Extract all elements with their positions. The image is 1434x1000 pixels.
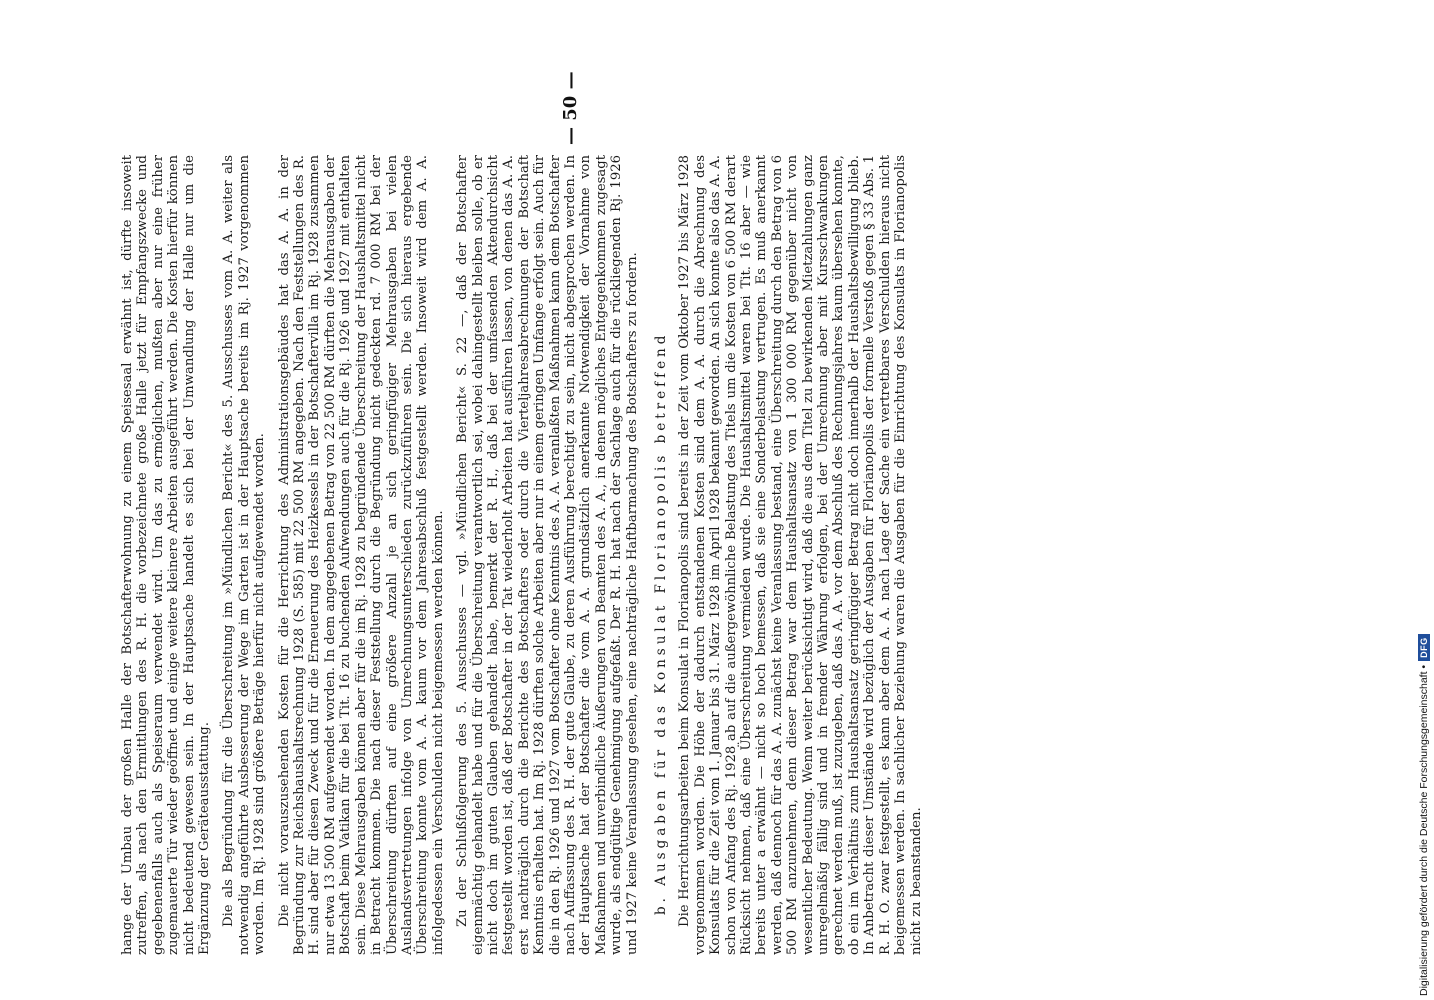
credit-text: Digitalisierung gefördert durch die Deutsche Forschungsgemeinschaft • [1418,664,1430,996]
paragraph-3: Die nicht vorauszusehenden Kosten für die Herrichtung des Administrationsgebäudes hat das A. A. in der Begründung zur Reichshaushaltsrechnung 1928 (S. 585) mit 22 500 RM angegeben. Nach den Feststellungen des R. H. sind aber für diesen Zweck und für die Erneuerung des Heizkessels in der Botschaftervilla im Rj. 1928 zusammen nur etwa 13 500 RM aufgewendet worden. In dem angegebenen Betrag von 22 500 RM dürften die Mehrausgaben der Botschaft beim Vatikan für die bei Tit. 16 zu buchenden Aufwendungen auch für die Rj. 1926 und 1927 mit enthalten sein. Diese Mehrausgaben können aber für die im Rj. 1928 zu begründende Überschreitung der Haushaltsmittel nicht in Betracht kommen. Die nach dieser Feststellung durch die Begründung nicht gedeckten rd. 7 000 RM bei der Überschreitung dürften auf eine größere Anzahl je an sich geringfügiger Mehrausgaben bei vielen Auslandsvertretungen infolge von Umrechnungsunterschieden zurückzuführen sein. Die sich hieraus ergebende Überschreitung konnte vom A. A. kaum vor dem Jahresabschluß festgestellt werden. Insoweit wird dem A. A. infolgedessen ein Verschulden nicht beigemessen werden können. [276,155,446,955]
rotated-text-block [120,155,1280,955]
paragraph-4: Zu der Schlußfolgerung des 5. Ausschusses — vgl. »Mündlichen Bericht« S. 22 —, daß der Botschafter eigenmächtig gehandelt habe und für die Überschreitung verantwortlich sei, wobei dahingestellt bleiben solle, ob er nicht doch im guten Glauben gehandelt habe, bemerkt der R. H., daß bei der umfassenden Aktendurchsicht festgestellt worden ist, daß der Botschafter in der Tat wiederholt Arbeiten hat ausführen lassen, von denen das A. A. erst nachträglich durch die Berichte des Botschafters oder durch die Vierteljahresabrechnungen der Botschaft Kenntnis erhalten hat. Im Rj. 1928 dürften solche Arbeiten aber nur in einem geringen Umfange erfolgt sein. Auch für die in den Rj. 1926 und 1927 vom Botschafter ohne Kenntnis des A. A. veranlaßten Maßnahmen kann dem Botschafter nach Auffassung des R. H. der gute Glaube, zu deren Ausführung berechtigt zu sein, nicht abgesprochen werden. In der Hauptsache hat der Botschafter die vom A. A. grundsätzlich anerkannte Notwendigkeit der Vornahme von Maßnahmen und unverbindliche Äußerungen von Beamten des A. A., in denen mögliches Entgegenkommen zugesagt wurde, als endgültige Genehmigung aufgefaßt. Der R. H. hat nach der Sachlage auch für die rückliegenden Rj. 1926 und 1927 keine Veranlassung gesehen, eine nachträgliche Haftbarmachung des Botschafters zu fordern. [455,155,640,955]
page-number: — 50 — [560,71,581,145]
paragraph-1: hange der Umbau der großen Halle der Botschafterwohnung zu einem Speisesaal erwähnt ist, dürfte insoweit zutreffen, als nach den Ermittlungen des R. H. die vorbezeichnete große Halle jetzt für Empfangszwecke und gegebenenfalls auch als Speiseraum verwendet wird. Um das zu ermöglichen, mußten aber nur eine früher zugemauerte Tür wieder geöffnet und einige weitere kleinere Arbeiten ausgeführt werden. Die Kosten hierfür können nicht bedeutend gewesen sein. In der Hauptsache handelt es sich bei der Umwandlung der Halle nur um die Ergänzung der Geräteausstattung. [120,155,213,955]
paragraph-2: Die als Begründung für die Überschreitung im »Mündlichen Bericht« des 5. Ausschusses vom A. A. weiter als notwendig angeführte Ausbesserung der Wege im Garten ist in der Hauptsache bereits im Rj. 1927 vorgenommen worden. Im Rj. 1928 sind größere Beträge hierfür nicht aufgewendet worden. [221,155,268,955]
dfg-logo: DFG [1418,634,1430,661]
digitization-credit [1418,634,1430,996]
section-heading: b. Ausgaben für das Konsulat Florianopolis betreffend [653,331,669,915]
section-paragraph: Die Herrichtungsarbeiten beim Konsulat in Florianopolis sind bereits in der Zeit vom Oktober 1927 bis März 1928 vorgenommen worden. Die Höhe der dadurch entstandenen Kosten sind dem A. A. durch die Abrechnung des Konsulats für die Zeit vom 1. Januar bis 31. März 1928 im April 1928 bekannt geworden. An sich konnte also das A. A. schon von Anfang des Rj. 1928 ab auf die außergewöhnliche Belastung des Titels um die Kosten von 6 500 RM derart Rücksicht nehmen, daß eine Überschreitung vermieden wurde. Die Haushaltsmittel waren bei Tit. 16 aber — wie bereits unter a erwähnt — nicht so hoch bemessen, daß sie eine Sonderbelastung vertrugen. Es muß anerkannt werden, daß dennoch für das A. A. zunächst keine Veranlassung bestand, eine Überschreitung durch den Betrag von 6 500 RM anzunehmen, denn dieser Betrag war dem Haushaltsansatz von 1 300 000 RM gegenüber nicht von wesentlicher Bedeutung. Wenn weiter berücksichtigt wird, daß die aus dem Titel zu bewirkenden Mietzahlungen ganz unregelmäßig fällig sind und in fremder Währung erfolgen, bei der Umrechnung aber mit Kursschwankungen gerechnet werden muß, ist zuzugeben, daß das A. A. vor dem Abschluß des Rechnungsjahres kaum übersehen konnte, ob ein im Verhältnis zum Haushaltsansatz geringfügiger Betrag nicht doch innerhalb der Haushaltsbewilligung blieb. In Anbetracht dieser Umstände wird bezüglich der Ausgaben für Florianopolis der formelle Verstoß gegen § 33 Abs. 1 R. H. O. zwar festgestellt, es kann aber dem A. A. nach Lage der Sache ein vertretbares Verschulden hieraus nicht beigemessen werden. In sachlicher Beziehung waren die Ausgaben für die Einrichtung des Konsulats in Florianopolis nicht zu beanstanden. [677,155,924,955]
